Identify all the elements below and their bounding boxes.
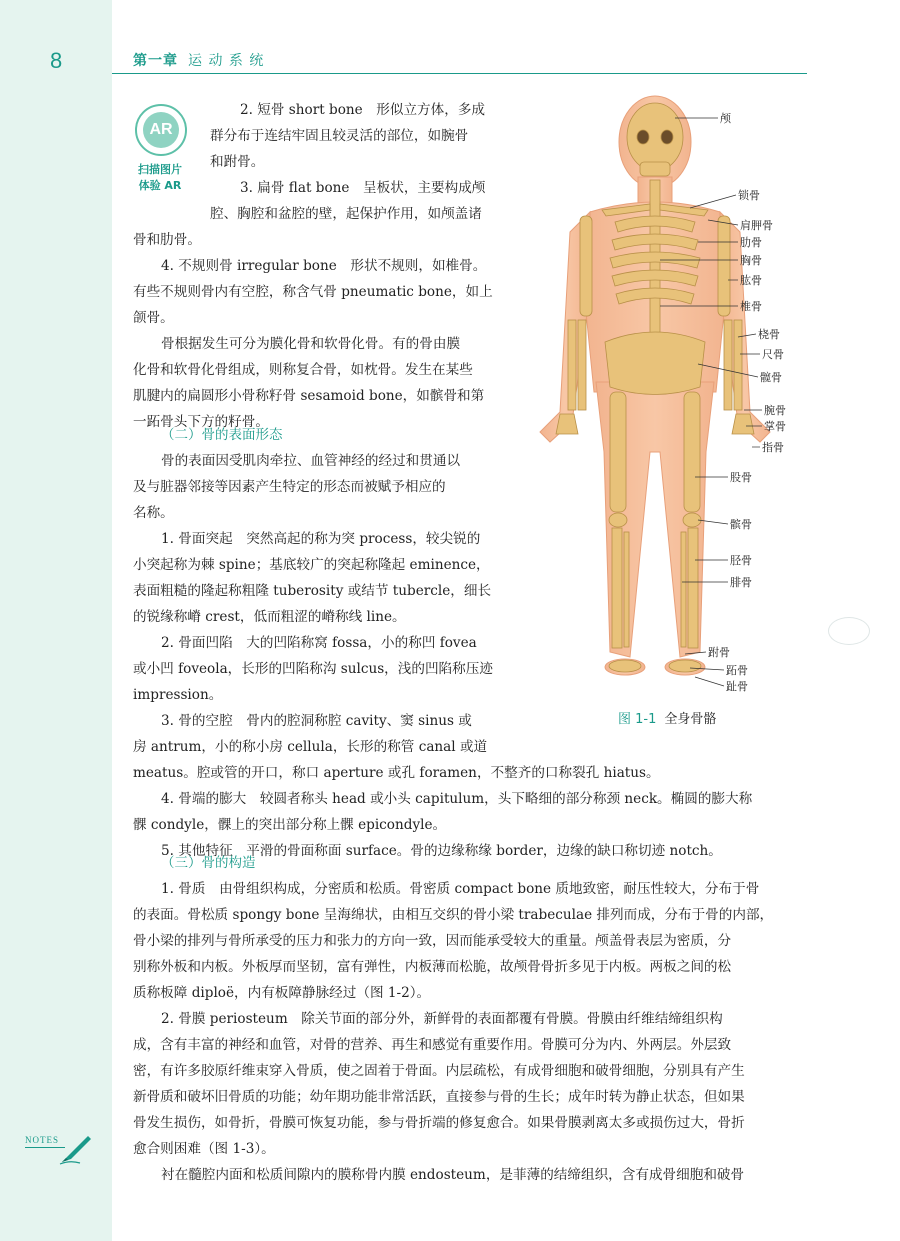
body-line: 衬在髓腔内面和松质间隙内的膜称骨内膜 endosteum，是菲薄的结缔组织，含有成骨细胞和破骨 [161, 1167, 745, 1183]
figure-title: 全身骨骼 [664, 712, 717, 727]
body-line: 1. 骨面突起 突然高起的称为突 process，较尖锐的 [161, 531, 481, 547]
section-heading-surface: （二）骨的表面形态 [161, 427, 283, 443]
body-line: 一跖骨头下方的籽骨。 [133, 414, 269, 430]
body-line: 髁 condyle，髁上的突出部分称上髁 epicondyle。 [133, 817, 447, 833]
ar-caption [128, 162, 192, 194]
body-line: 小突起称为棘 spine；基底较广的突起称隆起 eminence， [133, 557, 490, 573]
body-line: 骨发生损伤，如骨折，骨膜可恢复功能，参与骨折端的修复愈合。如果骨膜剥离太多或损伤过大，骨折 [133, 1115, 745, 1131]
notes-label: NOTES [25, 1135, 59, 1145]
body-line: 新骨质和破坏旧骨质的功能；幼年期功能非常活跃，直接参与骨的生长；成年时转为静止状态，但如果 [133, 1089, 745, 1105]
figure-number: 图 1-1 [618, 712, 657, 727]
label-metacarpals: 掌骨 [764, 420, 786, 433]
body-line: 成，含有丰富的神经和血管，对骨的营养、再生和感觉有重要作用。骨膜可分为内、外两层。外层致 [133, 1037, 732, 1053]
chapter-title: 运 动 系 统 [188, 53, 265, 69]
body-line: 骨根据发生可分为膜化骨和软骨化骨。有的骨由膜 [161, 336, 461, 352]
label-tibia: 胫骨 [730, 554, 752, 567]
skeleton-figure [530, 92, 810, 712]
pen-icon [58, 1130, 94, 1166]
body-line: 密，有许多胶原纤维束穿入骨质，使之固着于骨面。内层疏松，有成骨细胞和破骨细胞，分别具有产生 [133, 1063, 745, 1079]
label-humerus: 肱骨 [740, 274, 762, 287]
body-line: 及与脏器邻接等因素产生特定的形态而被赋予相应的 [133, 479, 446, 495]
label-metatarsals: 跖骨 [726, 664, 748, 677]
label-hip-bone: 髋骨 [760, 371, 782, 384]
body-line: 表面粗糙的隆起称粗隆 tuberosity 或结节 tubercle，细长 [133, 583, 492, 599]
label-clavicle: 锁骨 [738, 189, 760, 202]
body-line: 1. 骨质 由骨组织构成，分密质和松质。骨密质 compact bone 质地致密，耐压性较大，分布于骨 [161, 881, 760, 897]
label-phalanges-foot: 趾骨 [726, 680, 748, 693]
body-line: 4. 骨端的膨大 较圆者称头 head 或小头 capitulum，头下略细的部分称颈 neck。椭圆的膨大称 [161, 791, 753, 807]
body-line: impression。 [133, 687, 223, 703]
ar-caption-line1: 扫描图片 [138, 163, 182, 176]
chapter-heading [133, 50, 264, 70]
skeleton-bones [556, 103, 754, 672]
body-line: 和跗骨。 [210, 154, 265, 170]
label-phalanges-hand: 指骨 [762, 441, 784, 454]
body-line: 4. 不规则骨 irregular bone 形状不规则，如椎骨。 [161, 258, 487, 274]
body-line: 化骨和软骨化骨组成，则称复合骨，如枕骨。发生在某些 [133, 362, 473, 378]
label-carpals: 腕骨 [764, 404, 786, 417]
ar-caption-line2: 体验 AR [138, 179, 182, 192]
body-line: 5. 其他特征 平滑的骨面称面 surface。骨的边缘称缘 border，边缘的缺口称切迹 notch。 [161, 843, 722, 859]
label-patella: 髌骨 [730, 518, 752, 531]
left-margin-band [0, 0, 112, 1241]
body-line: 有些不规则骨内有空腔，称含气骨 pneumatic bone，如上 [133, 284, 493, 300]
watermark-logo [828, 617, 870, 645]
body-line: 骨和肋骨。 [133, 232, 201, 248]
body-line: 3. 扁骨 flat bone 呈板状，主要构成颅 [240, 180, 486, 196]
body-line: 或小凹 foveola，长形的凹陷称沟 sulcus，浅的凹陷称压迹 [133, 661, 493, 677]
label-femur: 股骨 [730, 471, 752, 484]
body-line: 名称。 [133, 505, 174, 521]
body-line: 的锐缘称嵴 crest，低而粗涩的嵴称线 line。 [133, 609, 406, 625]
label-skull: 颅 [720, 112, 731, 125]
ar-icon: AR [143, 112, 179, 148]
label-ulna: 尺骨 [762, 348, 784, 361]
body-line: 2. 骨面凹陷 大的凹陷称窝 fossa，小的称凹 fovea [161, 635, 477, 651]
label-vertebra: 椎骨 [740, 300, 762, 313]
label-sternum: 胸骨 [740, 254, 762, 267]
body-line: 3. 骨的空腔 骨内的腔洞称腔 cavity、窦 sinus 或 [161, 713, 472, 729]
chapter-number: 第一章 [133, 53, 178, 69]
body-line: 2. 骨膜 periosteum 除关节面的部分外，新鲜骨的表面都覆有骨膜。骨膜由纤维结缔组织构 [161, 1011, 723, 1027]
label-tarsals: 跗骨 [708, 646, 730, 659]
label-ribs: 肋骨 [740, 236, 762, 249]
body-line: 别称外板和内板。外板厚而坚韧，富有弹性，内板薄而松脆，故颅骨骨折多见于内板。两板之间的松 [133, 959, 732, 975]
body-line: 颌骨。 [133, 310, 174, 326]
body-line: 腔、胸腔和盆腔的壁，起保护作用，如颅盖诸 [210, 206, 482, 222]
body-line: 质称板障 diploë，内有板障静脉经过（图 1-2）。 [133, 985, 431, 1001]
page-number: 8 [50, 48, 63, 73]
body-line: 的表面。骨松质 spongy bone 呈海绵状，由相互交织的骨小梁 trabeculae 排列而成，分布于骨的内部， [133, 907, 774, 923]
body-line: 骨小梁的排列与骨所承受的压力和张力的方向一致，因而能承受较大的重量。颅盖骨表层为密质，分 [133, 933, 732, 949]
label-radius: 桡骨 [758, 328, 780, 341]
body-line: 肌腱内的扁圆形小骨称籽骨 sesamoid bone，如髌骨和第 [133, 388, 485, 404]
ar-badge[interactable] [135, 104, 187, 156]
label-fibula: 腓骨 [730, 576, 752, 589]
section-heading-structure: （三）骨的构造 [161, 855, 256, 871]
body-line: meatus。腔或管的开口，称口 aperture 或孔 foramen，不整齐的口称裂孔 hiatus。 [133, 765, 660, 781]
body-line: 2. 短骨 short bone 形似立方体，多成 [240, 102, 486, 118]
body-line: 群分布于连结牢固且较灵活的部位，如腕骨 [210, 128, 469, 144]
label-scapula: 肩胛骨 [740, 219, 773, 232]
body-line: 骨的表面因受肌肉牵拉、血管神经的经过和贯通以 [161, 453, 461, 469]
header-rule [112, 73, 807, 74]
body-line: 愈合则困难（图 1-3）。 [133, 1141, 275, 1157]
body-line: 房 antrum，小的称小房 cellula，长形的称管 canal 或道 [133, 739, 488, 755]
figure-caption [618, 708, 716, 727]
